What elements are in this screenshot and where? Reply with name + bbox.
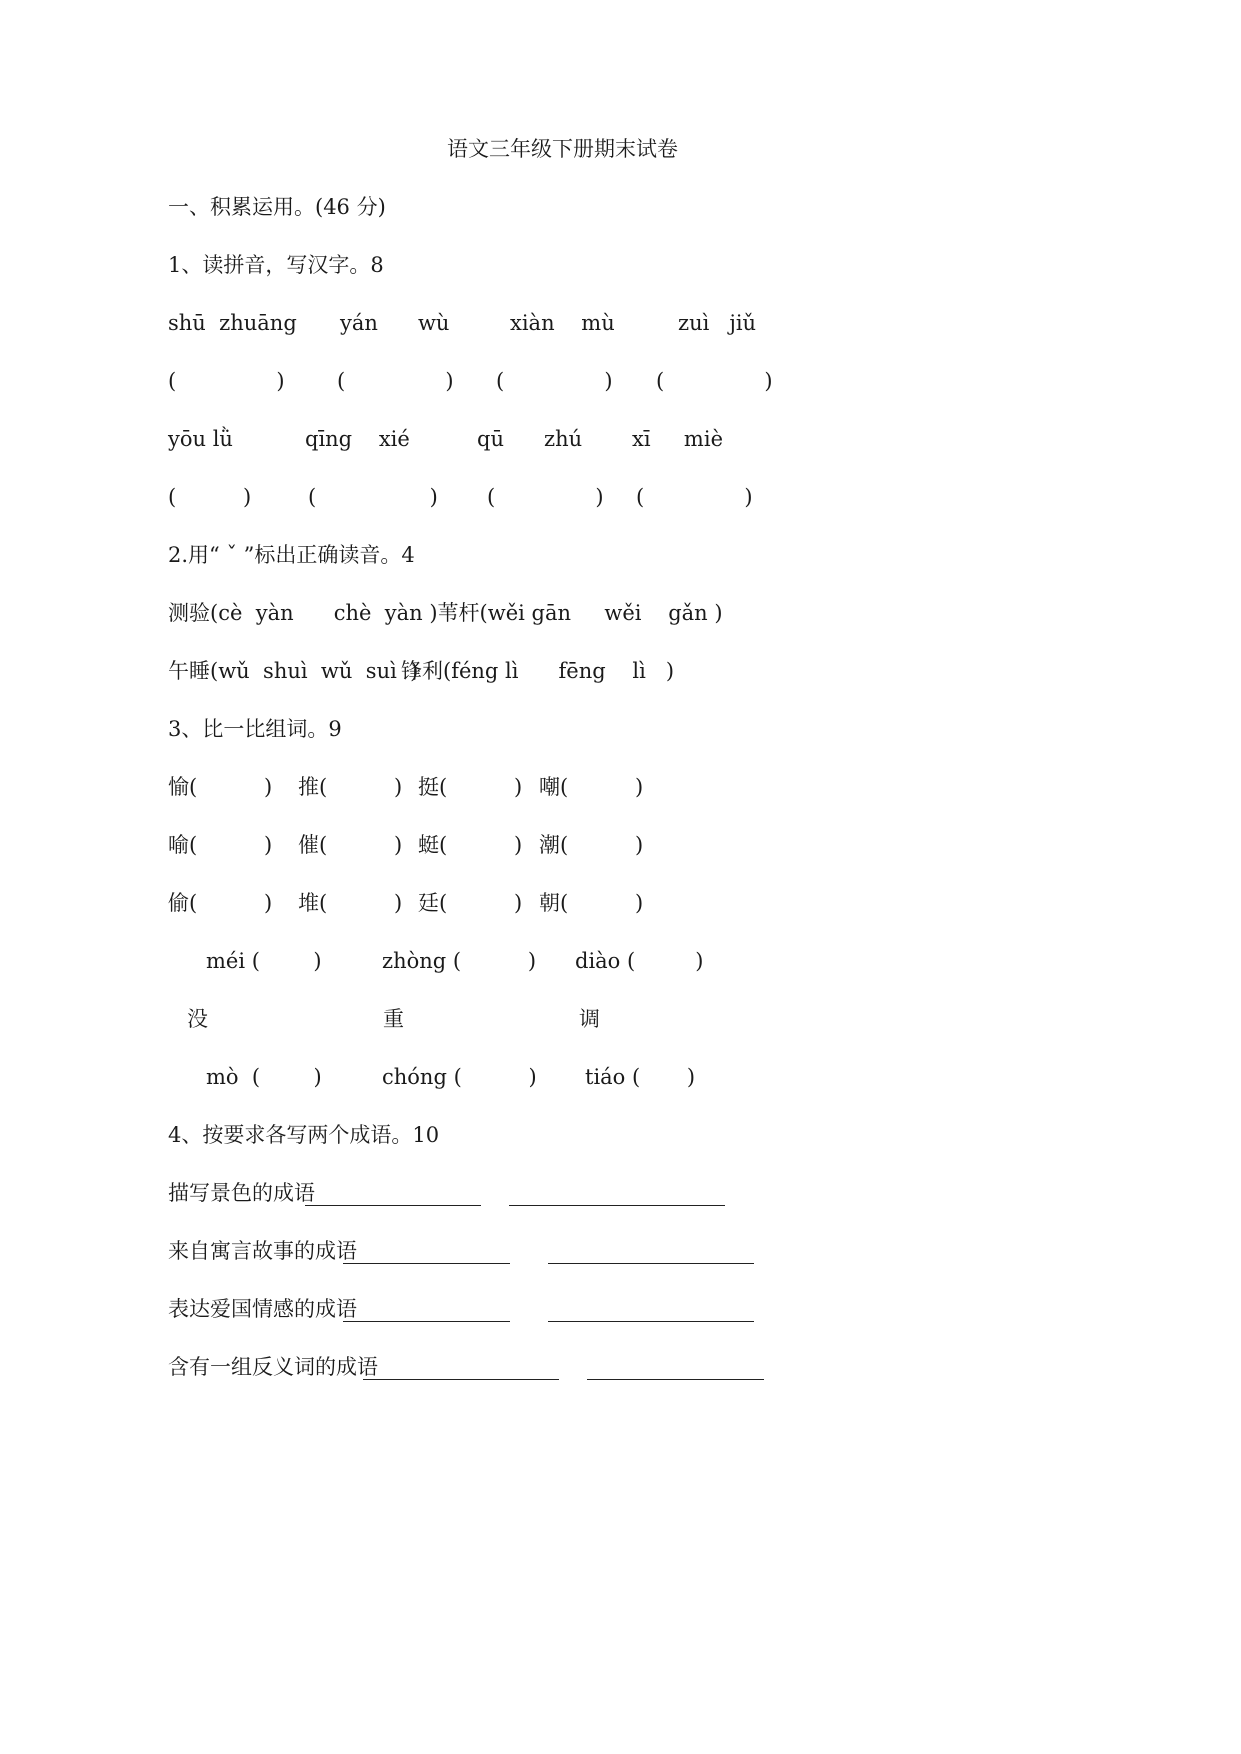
polyphone-blank[interactable]: zhòng ( ) [382,949,537,973]
reading-choice-line[interactable]: 锋利(féng lì fēng lì ) [401,659,675,683]
polyphone-blank[interactable]: mò ( ) [206,1065,322,1089]
answer-line[interactable] [305,1205,481,1206]
polyphone-char: 调 [579,1007,600,1031]
question-1-heading: 1、读拼音，写汉字。8 [168,253,384,277]
compare-word-blank[interactable]: 潮( ) [539,833,644,857]
answer-blank[interactable]: ( ) [168,369,285,393]
polyphone-blank[interactable]: diào ( ) [575,949,704,973]
pinyin-item: zuì jiǔ [678,311,757,335]
polyphone-blank[interactable]: méi ( ) [206,949,322,973]
pinyin-item: xiàn mù [510,311,615,335]
pinyin-item: qū zhú [477,427,583,451]
answer-line[interactable] [548,1263,754,1264]
compare-word-blank[interactable]: 催( ) [298,833,403,857]
answer-line[interactable] [587,1379,764,1380]
answer-line[interactable] [343,1321,510,1322]
idiom-prompt: 表达爱国情感的成语 [168,1297,357,1321]
idiom-prompt: 描写景色的成语 [168,1181,315,1205]
polyphone-blank[interactable]: tiáo ( ) [585,1065,696,1089]
compare-word-blank[interactable]: 蜓( ) [418,833,523,857]
page-title: 语文三年级下册期末试卷 [447,137,678,161]
compare-word-blank[interactable]: 偷( ) [168,891,273,915]
pinyin-item: yán wù [340,311,450,335]
question-3-heading: 3、比一比组词。9 [168,717,342,741]
answer-line[interactable] [548,1321,754,1322]
answer-blank[interactable]: ( ) [487,485,604,509]
idiom-prompt: 来自寓言故事的成语 [168,1239,357,1263]
pinyin-item: xī miè [632,427,723,451]
idiom-prompt: 含有一组反义词的成语 [168,1355,378,1379]
answer-blank[interactable]: ( ) [496,369,613,393]
answer-blank[interactable]: ( ) [636,485,753,509]
question-4-heading: 4、按要求各写两个成语。10 [168,1123,440,1147]
answer-line[interactable] [363,1379,559,1380]
answer-blank[interactable]: ( ) [308,485,438,509]
compare-word-blank[interactable]: 愉( ) [168,775,273,799]
answer-blank[interactable]: ( ) [337,369,454,393]
pinyin-item: yōu lǜ [168,427,233,451]
answer-blank[interactable]: ( ) [656,369,773,393]
polyphone-blank[interactable]: chóng ( ) [382,1065,537,1089]
pinyin-item: shū zhuāng [168,311,297,335]
pinyin-item: qīng xié [305,427,410,451]
compare-word-blank[interactable]: 推( ) [298,775,403,799]
polyphone-char: 没 [187,1007,208,1031]
question-2-heading: 2.用“ ˇ ”标出正确读音。4 [168,543,415,567]
reading-choice-line[interactable]: 测验(cè yàn chè yàn )苇杆(wěi gān wěi gǎn ) [168,601,723,625]
polyphone-char: 重 [383,1007,404,1031]
compare-word-blank[interactable]: 喻( ) [168,833,273,857]
compare-word-blank[interactable]: 挺( ) [418,775,523,799]
reading-choice-line[interactable]: 午睡(wǔ shuì wǔ suì ) [168,659,419,683]
compare-word-blank[interactable]: 堆( ) [298,891,403,915]
section-heading: 一、积累运用。(46 分) [168,195,386,219]
answer-blank[interactable]: ( ) [168,485,252,509]
compare-word-blank[interactable]: 朝( ) [539,891,644,915]
answer-line[interactable] [509,1205,725,1206]
answer-line[interactable] [343,1263,510,1264]
compare-word-blank[interactable]: 廷( ) [418,891,523,915]
compare-word-blank[interactable]: 嘲( ) [539,775,644,799]
